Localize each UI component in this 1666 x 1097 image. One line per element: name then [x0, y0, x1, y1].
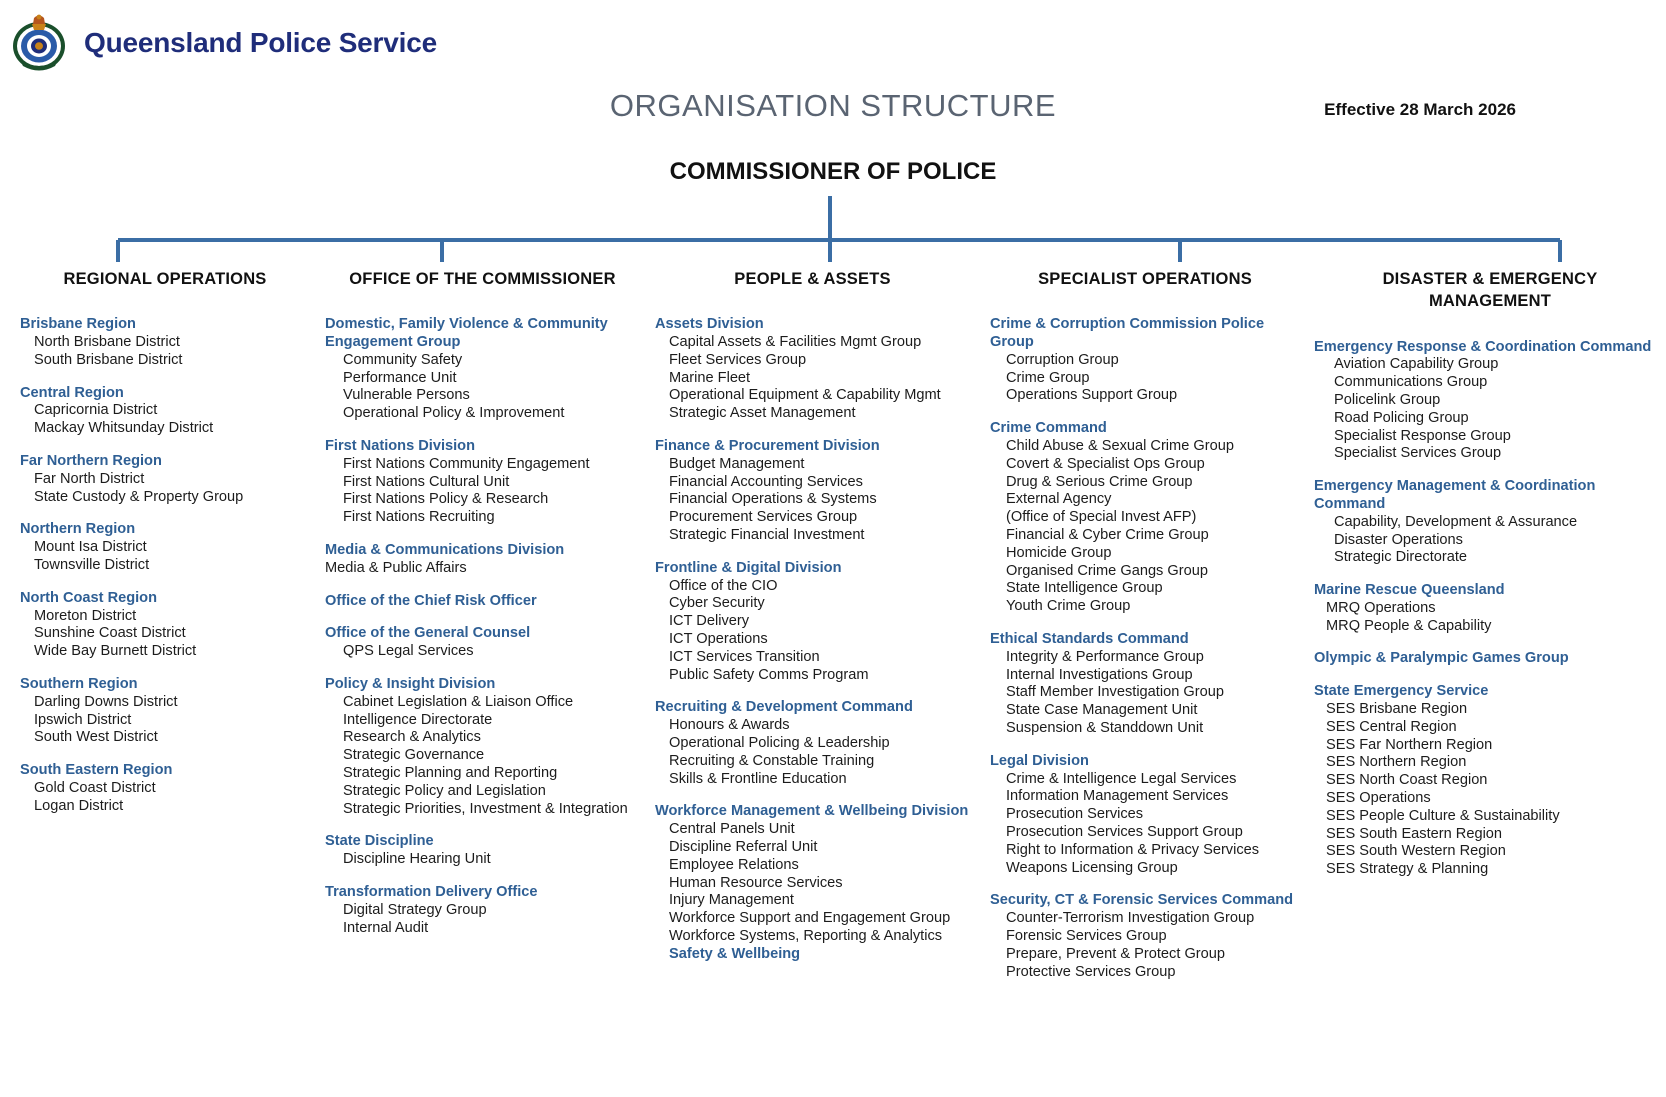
group-item: Media & Public Affairs — [325, 559, 467, 576]
group-item: North Brisbane District — [34, 334, 180, 351]
group-item: Cyber Security — [669, 595, 765, 612]
group-item: Crime Group — [1006, 369, 1090, 386]
org-group — [325, 316, 640, 423]
group-heading: Olympic & Paralympic Games Group — [1314, 650, 1569, 667]
group-item: Strategic Policy and Legislation — [343, 782, 546, 799]
group-heading: Security, CT & Forensic Services Command — [990, 892, 1294, 909]
group-item: SES South Eastern Region — [1326, 825, 1503, 842]
group-item: Honours & Awards — [669, 717, 790, 734]
group-heading: South Eastern Region — [20, 762, 173, 779]
org-group — [325, 884, 640, 937]
column-body — [990, 316, 1300, 981]
group-item: SES Brisbane Region — [1326, 701, 1468, 718]
org-group — [1314, 339, 1666, 464]
column-title: PEOPLE & ASSETS — [734, 270, 891, 288]
group-item: Injury Management — [669, 892, 794, 909]
group-item: Logan District — [34, 797, 124, 814]
group-item: Discipline Hearing Unit — [343, 851, 491, 868]
org-group — [20, 385, 310, 438]
group-heading: Workforce Management & Wellbeing Division — [655, 803, 969, 820]
column-body — [1314, 339, 1666, 880]
group-item: SES South Western Region — [1326, 843, 1506, 860]
group-item: Counter-Terrorism Investigation Group — [1006, 910, 1255, 927]
group-heading: Policy & Insight Division — [325, 676, 496, 693]
group-heading: Brisbane Region — [20, 316, 136, 333]
group-item: Strategic Financial Investment — [669, 527, 865, 544]
group-item: Internal Investigations Group — [1006, 666, 1193, 683]
group-item: Research & Analytics — [343, 729, 481, 746]
group-heading: Northern Region — [20, 521, 136, 538]
group-item: Forensic Services Group — [1006, 927, 1167, 944]
group-item: SES Central Region — [1326, 718, 1457, 735]
group-heading: Marine Rescue Queensland — [1314, 582, 1505, 599]
column-title: REGIONAL OPERATIONS — [63, 270, 267, 288]
org-group — [990, 420, 1300, 616]
group-item: Strategic Priorities, Investment & Integration — [343, 800, 628, 817]
group-heading: Emergency Response & Coordination Command — [1314, 338, 1652, 355]
column-body — [20, 316, 310, 815]
group-item: Child Abuse & Sexual Crime Group — [1006, 438, 1234, 455]
group-item: Strategic Asset Management — [669, 405, 856, 422]
group-heading: State Discipline — [325, 833, 434, 850]
org-group — [20, 316, 310, 369]
group-item: Far North District — [34, 470, 145, 487]
group-item: South Brisbane District — [34, 351, 183, 368]
org-group — [20, 521, 310, 574]
group-heading: Southern Region — [20, 676, 138, 693]
group-item: Capability, Development & Assurance — [1334, 513, 1578, 530]
brand-name: Queensland Police Service — [84, 27, 437, 58]
group-item: SES Northern Region — [1326, 754, 1467, 771]
group-item: Intelligence Directorate — [343, 711, 493, 728]
group-heading: Office of the Chief Risk Officer — [325, 592, 537, 609]
org-group — [20, 590, 310, 661]
group-item: Procurement Services Group — [669, 509, 858, 526]
group-item: MRQ People & Capability — [1326, 617, 1492, 634]
group-item: Wide Bay Burnett District — [34, 643, 197, 660]
group-item: Gold Coast District — [34, 780, 156, 796]
group-item: ICT Services Transition — [669, 648, 820, 665]
group-item: First Nations Cultural Unit — [343, 473, 510, 490]
group-item: Operational Equipment & Capability Mgmt — [669, 387, 941, 404]
group-item: Darling Downs District — [34, 693, 178, 710]
org-group — [1314, 650, 1666, 668]
group-item: Road Policing Group — [1334, 409, 1469, 426]
group-item: SES Operations — [1326, 790, 1431, 807]
org-group — [325, 438, 640, 527]
group-heading: Crime & Corruption Commission Police Group — [990, 316, 1265, 351]
group-item: Moreton District — [34, 607, 137, 624]
group-item: Youth Crime Group — [1006, 598, 1131, 615]
group-item: Aviation Capability Group — [1334, 356, 1499, 373]
group-item: Employee Relations — [669, 856, 799, 873]
group-item: Organised Crime Gangs Group — [1006, 562, 1208, 579]
group-item: Prosecution Services Support Group — [1006, 823, 1243, 840]
group-heading: Ethical Standards Command — [990, 631, 1189, 648]
group-item: Capital Assets & Facilities Mgmt Group — [669, 334, 922, 351]
group-item: First Nations Recruiting — [343, 509, 495, 526]
group-item: Digital Strategy Group — [343, 901, 487, 918]
effective-date: Effective 28 March 2026 — [1324, 100, 1516, 119]
group-item: SES North Coast Region — [1326, 772, 1488, 789]
org-group — [990, 753, 1300, 878]
org-group — [1314, 683, 1666, 879]
column-body — [325, 316, 640, 937]
group-item: Right to Information & Privacy Services — [1006, 841, 1260, 858]
org-group — [325, 542, 640, 578]
group-item: Mount Isa District — [34, 539, 147, 556]
group-item: Financial Operations & Systems — [669, 491, 877, 508]
group-heading: Recruiting & Development Command — [655, 699, 913, 716]
column-body — [655, 316, 970, 963]
group-heading: Emergency Management & Coordination Command — [1314, 478, 1596, 512]
group-item: First Nations Community Engagement — [343, 455, 590, 472]
group-item: State Intelligence Group — [1006, 580, 1163, 597]
group-item: (Office of Special Invest AFP) — [1006, 509, 1197, 526]
group-heading: State Emergency Service — [1314, 683, 1489, 700]
group-item: Discipline Referral Unit — [669, 838, 818, 855]
group-item: Financial Accounting Services — [669, 473, 863, 490]
group-heading: Transformation Delivery Office — [325, 883, 538, 900]
group-item: ICT Delivery — [669, 613, 750, 630]
group-heading: Central Region — [20, 384, 124, 401]
group-item: Central Panels Unit — [669, 821, 795, 838]
group-item: QPS Legal Services — [343, 643, 474, 660]
org-group — [20, 676, 310, 747]
group-item: Drug & Serious Crime Group — [1006, 473, 1193, 490]
group-item: Operations Support Group — [1006, 387, 1178, 404]
column-title: SPECIALIST OPERATIONS — [1038, 270, 1252, 288]
group-item: Operational Policy & Improvement — [343, 405, 565, 422]
group-item: Strategic Directorate — [1334, 549, 1468, 566]
group-item: Suspension & Standdown Unit — [1006, 720, 1204, 736]
column-regional-operations — [0, 268, 310, 816]
group-item: Fleet Services Group — [669, 351, 807, 368]
group-heading: First Nations Division — [325, 438, 476, 455]
column-specialist-operations — [970, 268, 1300, 981]
group-item: Performance Unit — [343, 369, 457, 386]
group-item: Internal Audit — [343, 919, 429, 936]
group-item: Policelink Group — [1334, 391, 1441, 408]
group-item: Information Management Services — [1006, 788, 1229, 805]
group-item: Crime & Intelligence Legal Services — [1006, 770, 1237, 787]
group-heading: Finance & Procurement Division — [655, 438, 880, 455]
org-group — [20, 453, 310, 506]
group-heading: Office of the General Counsel — [325, 625, 531, 642]
page-title: ORGANISATION STRUCTURE — [609, 88, 1057, 123]
group-heading: Frontline & Digital Division — [655, 559, 842, 576]
org-group — [655, 316, 970, 423]
group-item: Mackay Whitsunday District — [34, 420, 214, 437]
group-item: Corruption Group — [1006, 351, 1119, 368]
column-people-and-assets — [640, 268, 970, 964]
org-columns — [0, 268, 1666, 981]
column-disaster-and-emergency-management — [1300, 268, 1666, 879]
org-group — [990, 316, 1300, 405]
group-item: Ipswich District — [34, 711, 132, 728]
org-group — [1314, 478, 1666, 567]
org-group — [325, 625, 640, 661]
org-group — [325, 833, 640, 869]
group-item: Disaster Operations — [1334, 531, 1463, 548]
group-item: Protective Services Group — [1006, 963, 1176, 980]
group-item: Specialist Services Group — [1334, 445, 1502, 462]
group-item: ICT Operations — [669, 631, 768, 648]
group-item: External Agency — [1006, 491, 1112, 508]
group-heading: Assets Division — [655, 316, 764, 333]
group-item: Public Safety Comms Program — [669, 666, 869, 683]
group-item: Townsville District — [34, 557, 150, 574]
group-item: Community Safety — [343, 351, 463, 368]
group-item: Staff Member Investigation Group — [1006, 684, 1224, 701]
group-item: Strategic Governance — [343, 747, 485, 764]
group-heading: Domestic, Family Violence & Community Engagement Group — [325, 316, 608, 351]
group-item: Workforce Support and Engagement Group — [669, 910, 951, 927]
org-group — [1314, 582, 1666, 635]
group-item: Specialist Response Group — [1334, 427, 1511, 444]
group-item: Prosecution Services — [1006, 806, 1144, 823]
group-heading: Crime Command — [990, 420, 1107, 437]
group-item: South West District — [34, 729, 158, 746]
column-title: DISASTER & EMERGENCY MANAGEMENT — [1382, 270, 1598, 311]
org-group — [655, 699, 970, 788]
group-subheading: Safety & Wellbeing — [669, 945, 801, 962]
org-group — [990, 892, 1300, 981]
police-crest-icon — [8, 12, 70, 74]
group-item: State Case Management Unit — [1006, 702, 1198, 719]
brand-header — [8, 12, 437, 74]
group-item: Recruiting & Constable Training — [669, 752, 875, 769]
group-item: Financial & Cyber Crime Group — [1006, 527, 1209, 544]
org-group — [655, 438, 970, 545]
group-heading: Legal Division — [990, 752, 1089, 769]
org-group — [655, 560, 970, 685]
column-office-of-the-commissioner — [310, 268, 640, 937]
org-group — [655, 803, 970, 963]
group-item: Capricornia District — [34, 402, 158, 419]
group-item: Communications Group — [1334, 374, 1488, 391]
group-item: Vulnerable Persons — [343, 387, 470, 404]
org-group — [990, 631, 1300, 738]
group-item: Homicide Group — [1006, 544, 1112, 561]
group-item: Integrity & Performance Group — [1006, 648, 1204, 665]
group-item: Marine Fleet — [669, 369, 751, 386]
group-item: Cabinet Legislation & Liaison Office — [343, 693, 574, 710]
group-item: SES Far Northern Region — [1326, 736, 1493, 753]
org-group — [325, 593, 640, 611]
group-item: Human Resource Services — [669, 874, 843, 891]
group-item: Sunshine Coast District — [34, 625, 186, 642]
group-item: First Nations Policy & Research — [343, 491, 549, 508]
group-heading: Media & Communications Division — [325, 542, 565, 559]
group-item: Covert & Specialist Ops Group — [1006, 455, 1205, 472]
group-item: Budget Management — [669, 455, 805, 472]
group-item: Weapons Licensing Group — [1006, 859, 1178, 876]
top-node-commissioner: COMMISSIONER OF POLICE — [669, 158, 997, 185]
group-item: Prepare, Prevent & Protect Group — [1006, 945, 1226, 962]
group-heading: Far Northern Region — [20, 453, 162, 470]
group-item: MRQ Operations — [1326, 599, 1436, 616]
group-item: State Custody & Property Group — [34, 488, 244, 505]
group-heading: North Coast Region — [20, 589, 158, 606]
group-item: SES People Culture & Sustainability — [1326, 807, 1560, 824]
group-item: Workforce Systems, Reporting & Analytics — [669, 927, 943, 944]
org-group — [325, 676, 640, 818]
group-item: SES Strategy & Planning — [1326, 861, 1489, 878]
group-item: Strategic Planning and Reporting — [343, 765, 558, 781]
group-item: Office of the CIO — [669, 577, 778, 594]
group-item: Skills & Frontline Education — [669, 770, 847, 787]
org-group — [20, 762, 310, 815]
column-title: OFFICE OF THE COMMISSIONER — [349, 270, 616, 288]
group-item: Operational Policing & Leadership — [669, 735, 890, 751]
